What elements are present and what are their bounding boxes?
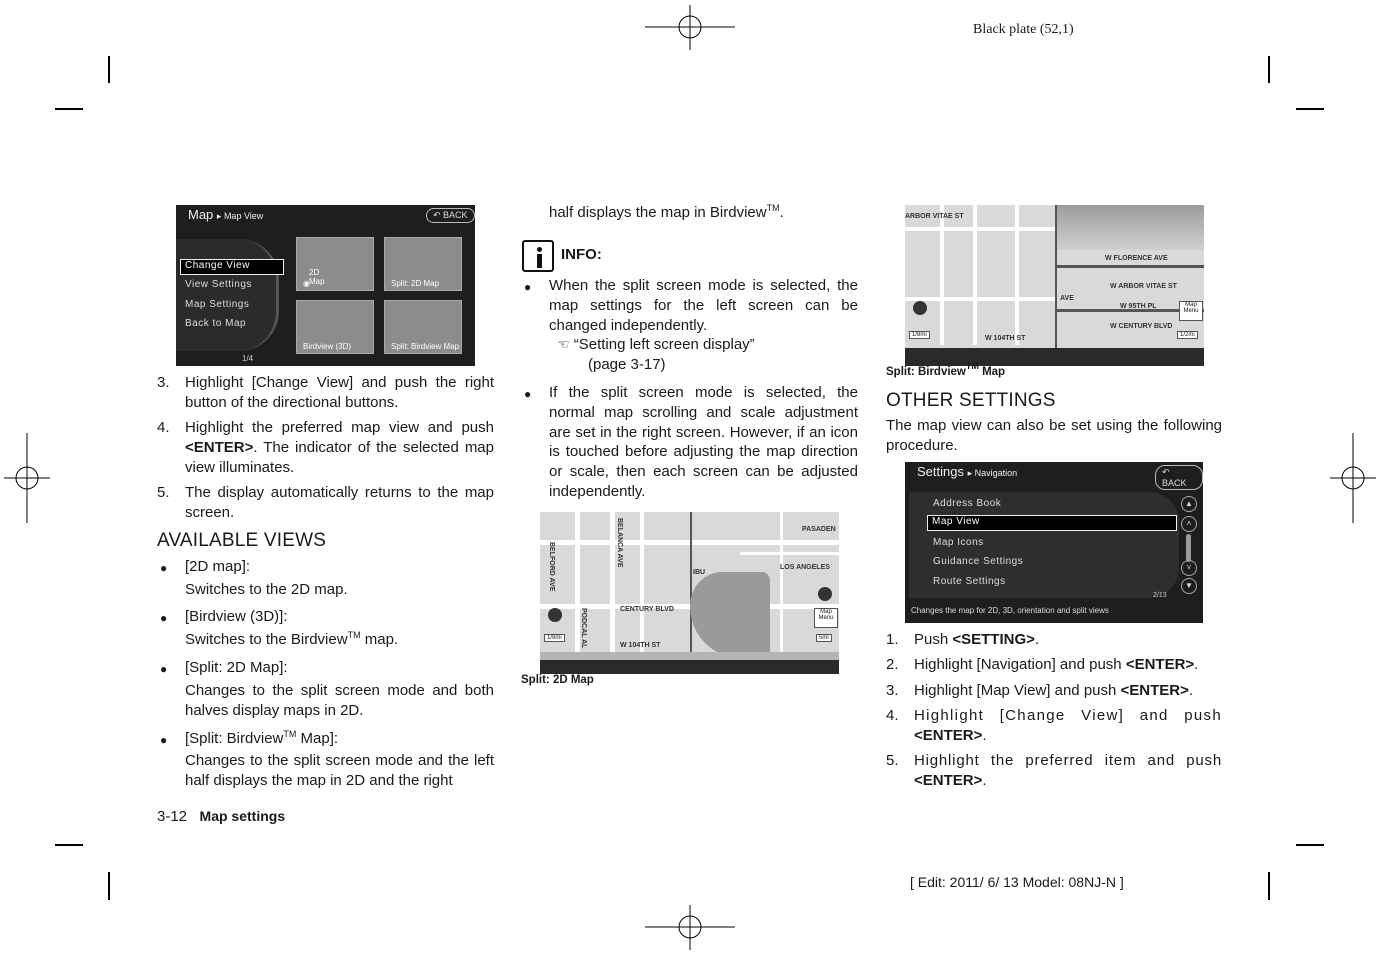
other-settings-heading: OTHER SETTINGS [886, 390, 1056, 411]
map-label-ave: AVE [1060, 295, 1074, 302]
map-label-104th: W 104TH ST [620, 642, 661, 649]
menu-item-route-settings[interactable]: Route Settings [933, 576, 1006, 587]
split-2d-map-image [540, 512, 839, 674]
screen-title: Settings ▸ Navigation [917, 464, 1018, 479]
col2-continuation: half displays the map in Birdview™. [549, 203, 784, 221]
page-indicator: 1/4 [242, 354, 254, 363]
other-settings-intro: The map view can also be set using the following procedure. [886, 417, 1222, 454]
menu-item-map-view[interactable]: Map View [927, 515, 1177, 531]
status-text: Changes the map for 2D, 3D, orientation and split views [911, 606, 1109, 615]
map-menu-button[interactable]: Map Menu [814, 608, 838, 628]
menu-item-map-icons[interactable]: Map Icons [933, 537, 984, 548]
map-label-pasadena: PASADEN [802, 526, 836, 533]
map-label-arbor: W ARBOR VITAE ST [1110, 283, 1177, 290]
screen-title: Map ▸ Map View [188, 207, 264, 222]
registration-mark-top [645, 5, 735, 50]
scrollbar[interactable] [1186, 534, 1191, 562]
scroll-up-icon[interactable]: ▲ [1181, 496, 1197, 512]
compass-icon[interactable] [548, 608, 562, 622]
map-label-belford: BELFORD AVE [548, 542, 555, 592]
menu-item-change-view[interactable]: Change View [180, 259, 284, 275]
scale-right[interactable]: 5mi [816, 634, 832, 642]
thumb-birdview[interactable]: Birdview (3D) [296, 300, 374, 354]
map-label-century: W CENTURY BLVD [1110, 323, 1173, 330]
thumb-split-2d-map[interactable]: Split: 2D Map [384, 237, 462, 291]
registration-mark-bottom [645, 905, 735, 950]
menu-item-address-book[interactable]: Address Book [933, 498, 1002, 509]
info-label: INFO: [561, 246, 602, 263]
map-label-arbor-left: ARBOR VITAE ST [905, 213, 964, 220]
map-label-104th: W 104TH ST [985, 335, 1026, 342]
scale-right[interactable]: 1/2mi [1177, 331, 1198, 339]
menu-item-view-settings[interactable]: View Settings [185, 279, 252, 290]
scale-left[interactable]: 1/8mi [544, 634, 565, 642]
back-button[interactable]: ↶ BACK [1155, 465, 1203, 490]
registration-mark-right [1330, 433, 1376, 523]
map-label-belanca: BELANCA AVE [616, 518, 623, 568]
scroll-down-icon[interactable]: ▼ [1181, 578, 1197, 594]
edit-info: [ Edit: 2011/ 6/ 13 Model: 08NJ-N ] [910, 874, 1124, 890]
scroll-up-small-icon[interactable]: ˄ [1181, 516, 1197, 532]
back-button[interactable]: ↶ BACK [426, 208, 475, 223]
map-label-century: CENTURY BLVD [620, 606, 674, 613]
reference-icon: ☜ [557, 336, 570, 352]
menu-item-map-settings[interactable]: Map Settings [185, 299, 250, 310]
caption-split-2d: Split: 2D Map [521, 674, 594, 686]
available-views-heading: AVAILABLE VIEWS [157, 530, 327, 551]
caption-split-birdview: Split: Birdview™ Map [886, 361, 1006, 378]
scroll-down-small-icon[interactable]: ˅ [1181, 560, 1197, 576]
map-label-florence: W FLORENCE AVE [1105, 255, 1168, 262]
menu-item-back-to-map[interactable]: Back to Map [185, 318, 247, 329]
map-label-los-angeles: LOS ANGELES [780, 564, 830, 571]
plate-label: Black plate (52,1) [973, 22, 1074, 37]
scale-left[interactable]: 1/8mi [909, 331, 930, 339]
menu-item-guidance-settings[interactable]: Guidance Settings [933, 556, 1024, 567]
map-label-95th: W 95TH PL [1120, 303, 1157, 310]
map-label-podcal: PODCAL AL [580, 608, 587, 649]
page-footer: 3-12 Map settings [157, 808, 286, 825]
registration-mark-left [4, 433, 50, 523]
map-menu-button[interactable]: Map Menu [1179, 301, 1203, 321]
map-label-ibu: IBU [693, 569, 706, 576]
split-birdview-map-image [905, 205, 1204, 366]
thumb-2d-map[interactable]: ◉ 2D Map [296, 237, 374, 291]
map-view-screen [176, 205, 475, 366]
info-icon [522, 240, 554, 272]
thumb-split-birdview[interactable]: Split: Birdview Map [384, 300, 462, 354]
compass-icon-right[interactable] [818, 587, 832, 601]
page-indicator: 2/13 [1153, 592, 1167, 599]
settings-navigation-screen [905, 462, 1203, 623]
compass-icon[interactable] [913, 301, 927, 315]
